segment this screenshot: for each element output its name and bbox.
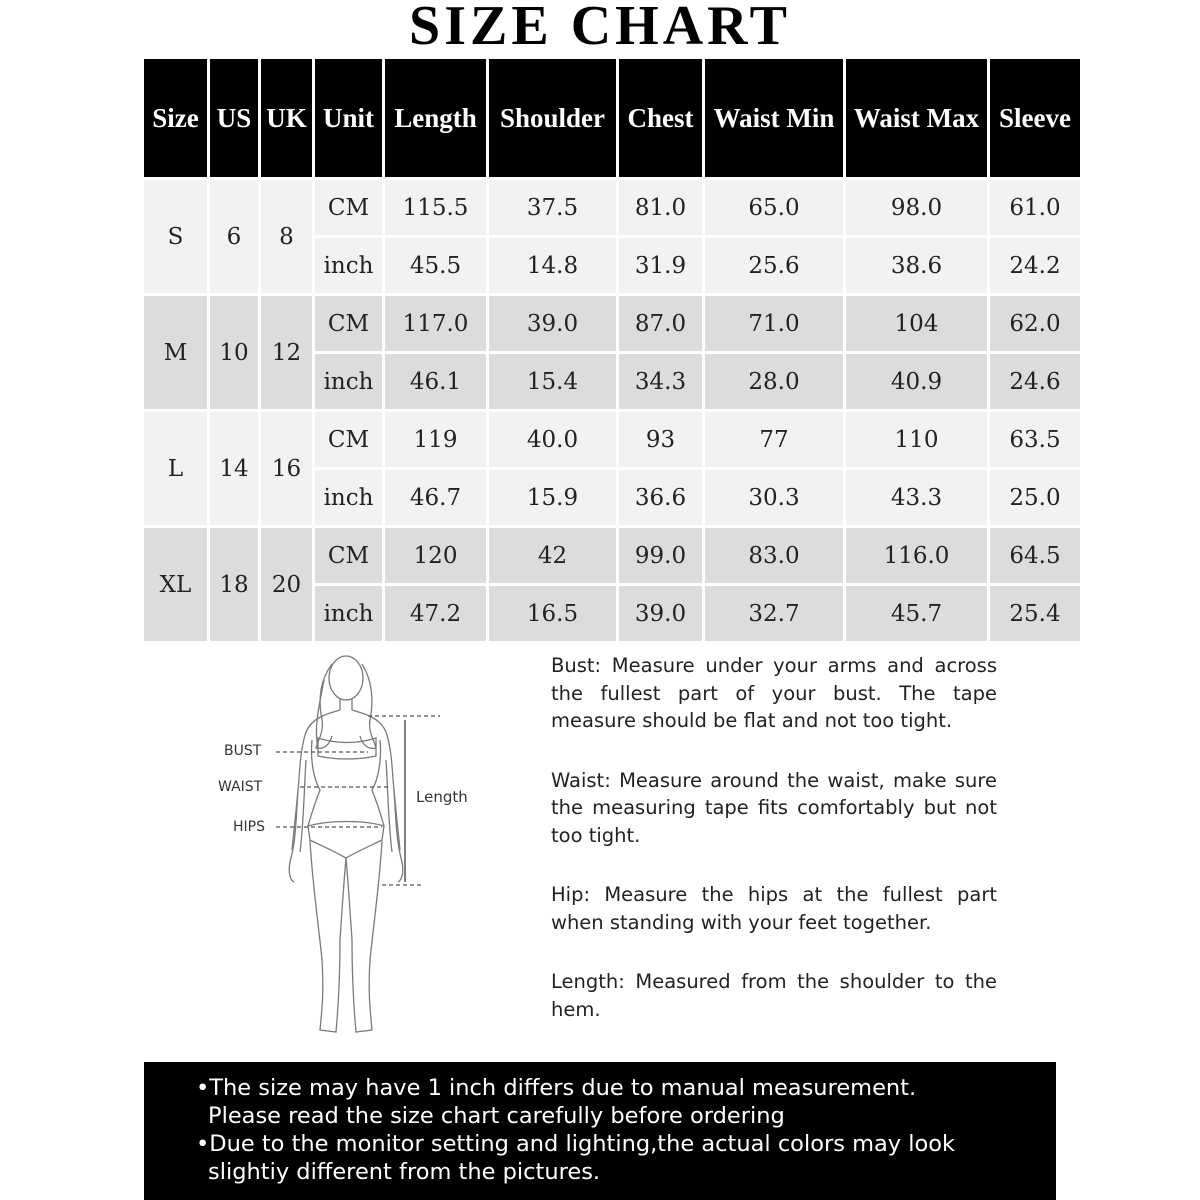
length-cell: 46.1 bbox=[385, 354, 486, 412]
length-cell: 120 bbox=[385, 528, 486, 586]
waist-max-cell: 40.9 bbox=[846, 354, 987, 412]
uk-cell: 12 bbox=[261, 296, 312, 412]
unit-cell: inch bbox=[315, 586, 382, 644]
table-header-row bbox=[144, 59, 1080, 177]
length-cell: 117.0 bbox=[385, 296, 486, 354]
header-waist-min: Waist Min bbox=[705, 59, 843, 177]
unit-cell: CM bbox=[315, 528, 382, 586]
waist-min-cell: 77 bbox=[705, 412, 843, 470]
waist-max-cell: 116.0 bbox=[846, 528, 987, 586]
shoulder-cell: 16.5 bbox=[489, 586, 616, 644]
bust-label: BUST bbox=[224, 743, 262, 759]
chest-cell: 99.0 bbox=[619, 528, 702, 586]
waist-min-cell: 32.7 bbox=[705, 586, 843, 644]
hips-label: HIPS bbox=[233, 819, 265, 835]
header-shoulder: Shoulder bbox=[489, 59, 616, 177]
header-sleeve: Sleeve bbox=[990, 59, 1080, 177]
sleeve-cell: 61.0 bbox=[990, 177, 1080, 238]
page-title: SIZE CHART bbox=[409, 0, 791, 57]
disclaimer-line-1: •The size may have 1 inch differs due to manual measurement. bbox=[196, 1075, 917, 1101]
size-cell: M bbox=[144, 296, 207, 412]
unit-cell: CM bbox=[315, 177, 382, 238]
chest-cell: 39.0 bbox=[619, 586, 702, 644]
length-cell: 46.7 bbox=[385, 470, 486, 528]
size-group-m bbox=[144, 296, 1080, 412]
header-unit: Unit bbox=[315, 59, 382, 177]
shoulder-cell: 14.8 bbox=[489, 238, 616, 296]
waist-max-cell: 98.0 bbox=[846, 177, 987, 238]
table-row bbox=[144, 528, 1080, 586]
disclaimer-line-2: Please read the size chart carefully before ordering bbox=[208, 1103, 785, 1129]
uk-cell: 8 bbox=[261, 177, 312, 296]
waist-max-cell: 104 bbox=[846, 296, 987, 354]
body-outline-illustration bbox=[200, 640, 510, 1045]
length-cell: 47.2 bbox=[385, 586, 486, 644]
waist-instruction: Waist: Measure around the waist, make sure the measuring tape fits comfortably but not too tight. bbox=[551, 768, 997, 847]
us-cell: 6 bbox=[210, 177, 258, 296]
length-cell: 115.5 bbox=[385, 177, 486, 238]
waist-min-cell: 65.0 bbox=[705, 177, 843, 238]
waist-max-cell: 45.7 bbox=[846, 586, 987, 644]
shoulder-cell: 37.5 bbox=[489, 177, 616, 238]
us-cell: 18 bbox=[210, 528, 258, 644]
disclaimer-line-3: •Due to the monitor setting and lighting,the actual colors may look bbox=[196, 1131, 956, 1157]
chest-cell: 36.6 bbox=[619, 470, 702, 528]
sleeve-cell: 24.2 bbox=[990, 238, 1080, 296]
bust-instruction: Bust: Measure under your arms and across the fullest part of your bust. The tape measure should be flat and not too tight. bbox=[551, 654, 997, 732]
length-instruction: Length: Measured from the shoulder to the hem. bbox=[551, 970, 997, 1021]
body-measurement-figure bbox=[200, 640, 510, 1045]
header-uk: UK bbox=[261, 59, 312, 177]
shoulder-cell: 42 bbox=[489, 528, 616, 586]
header-us: US bbox=[210, 59, 258, 177]
sleeve-cell: 25.4 bbox=[990, 586, 1080, 644]
unit-cell: CM bbox=[315, 296, 382, 354]
unit-cell: inch bbox=[315, 238, 382, 296]
shoulder-cell: 39.0 bbox=[489, 296, 616, 354]
hip-instruction: Hip: Measure the hips at the fullest part when standing with your feet together. bbox=[551, 883, 997, 934]
sleeve-cell: 63.5 bbox=[990, 412, 1080, 470]
unit-cell: inch bbox=[315, 470, 382, 528]
size-cell: L bbox=[144, 412, 207, 528]
measurement-instructions bbox=[551, 652, 997, 1055]
shoulder-cell: 40.0 bbox=[489, 412, 616, 470]
table-row bbox=[144, 412, 1080, 470]
size-group-xl bbox=[144, 528, 1080, 644]
waist-min-cell: 30.3 bbox=[705, 470, 843, 528]
chest-cell: 93 bbox=[619, 412, 702, 470]
size-group-l bbox=[144, 412, 1080, 528]
chest-cell: 31.9 bbox=[619, 238, 702, 296]
waist-max-cell: 43.3 bbox=[846, 470, 987, 528]
table-row bbox=[144, 296, 1080, 354]
length-cell: 45.5 bbox=[385, 238, 486, 296]
sleeve-cell: 64.5 bbox=[990, 528, 1080, 586]
header-length: Length bbox=[385, 59, 486, 177]
uk-cell: 16 bbox=[261, 412, 312, 528]
size-group-s bbox=[144, 177, 1080, 296]
header-chest: Chest bbox=[619, 59, 702, 177]
table-row bbox=[144, 177, 1080, 238]
disclaimer-banner bbox=[144, 1062, 1056, 1200]
waist-min-cell: 83.0 bbox=[705, 528, 843, 586]
chest-cell: 81.0 bbox=[619, 177, 702, 238]
size-chart-table bbox=[141, 59, 1083, 644]
waist-max-cell: 110 bbox=[846, 412, 987, 470]
chest-cell: 34.3 bbox=[619, 354, 702, 412]
waist-min-cell: 28.0 bbox=[705, 354, 843, 412]
sleeve-cell: 25.0 bbox=[990, 470, 1080, 528]
unit-cell: inch bbox=[315, 354, 382, 412]
length-label: Length bbox=[416, 788, 468, 806]
sleeve-cell: 62.0 bbox=[990, 296, 1080, 354]
shoulder-cell: 15.4 bbox=[489, 354, 616, 412]
waist-min-cell: 71.0 bbox=[705, 296, 843, 354]
us-cell: 14 bbox=[210, 412, 258, 528]
length-cell: 119 bbox=[385, 412, 486, 470]
waist-label: WAIST bbox=[218, 779, 263, 795]
us-cell: 10 bbox=[210, 296, 258, 412]
uk-cell: 20 bbox=[261, 528, 312, 644]
waist-max-cell: 38.6 bbox=[846, 238, 987, 296]
header-size: Size bbox=[144, 59, 207, 177]
header-waist-max: Waist Max bbox=[846, 59, 987, 177]
size-cell: S bbox=[144, 177, 207, 296]
sleeve-cell: 24.6 bbox=[990, 354, 1080, 412]
waist-min-cell: 25.6 bbox=[705, 238, 843, 296]
unit-cell: CM bbox=[315, 412, 382, 470]
chest-cell: 87.0 bbox=[619, 296, 702, 354]
size-cell: XL bbox=[144, 528, 207, 644]
shoulder-cell: 15.9 bbox=[489, 470, 616, 528]
disclaimer-line-4: slightiy different from the pictures. bbox=[208, 1159, 601, 1185]
